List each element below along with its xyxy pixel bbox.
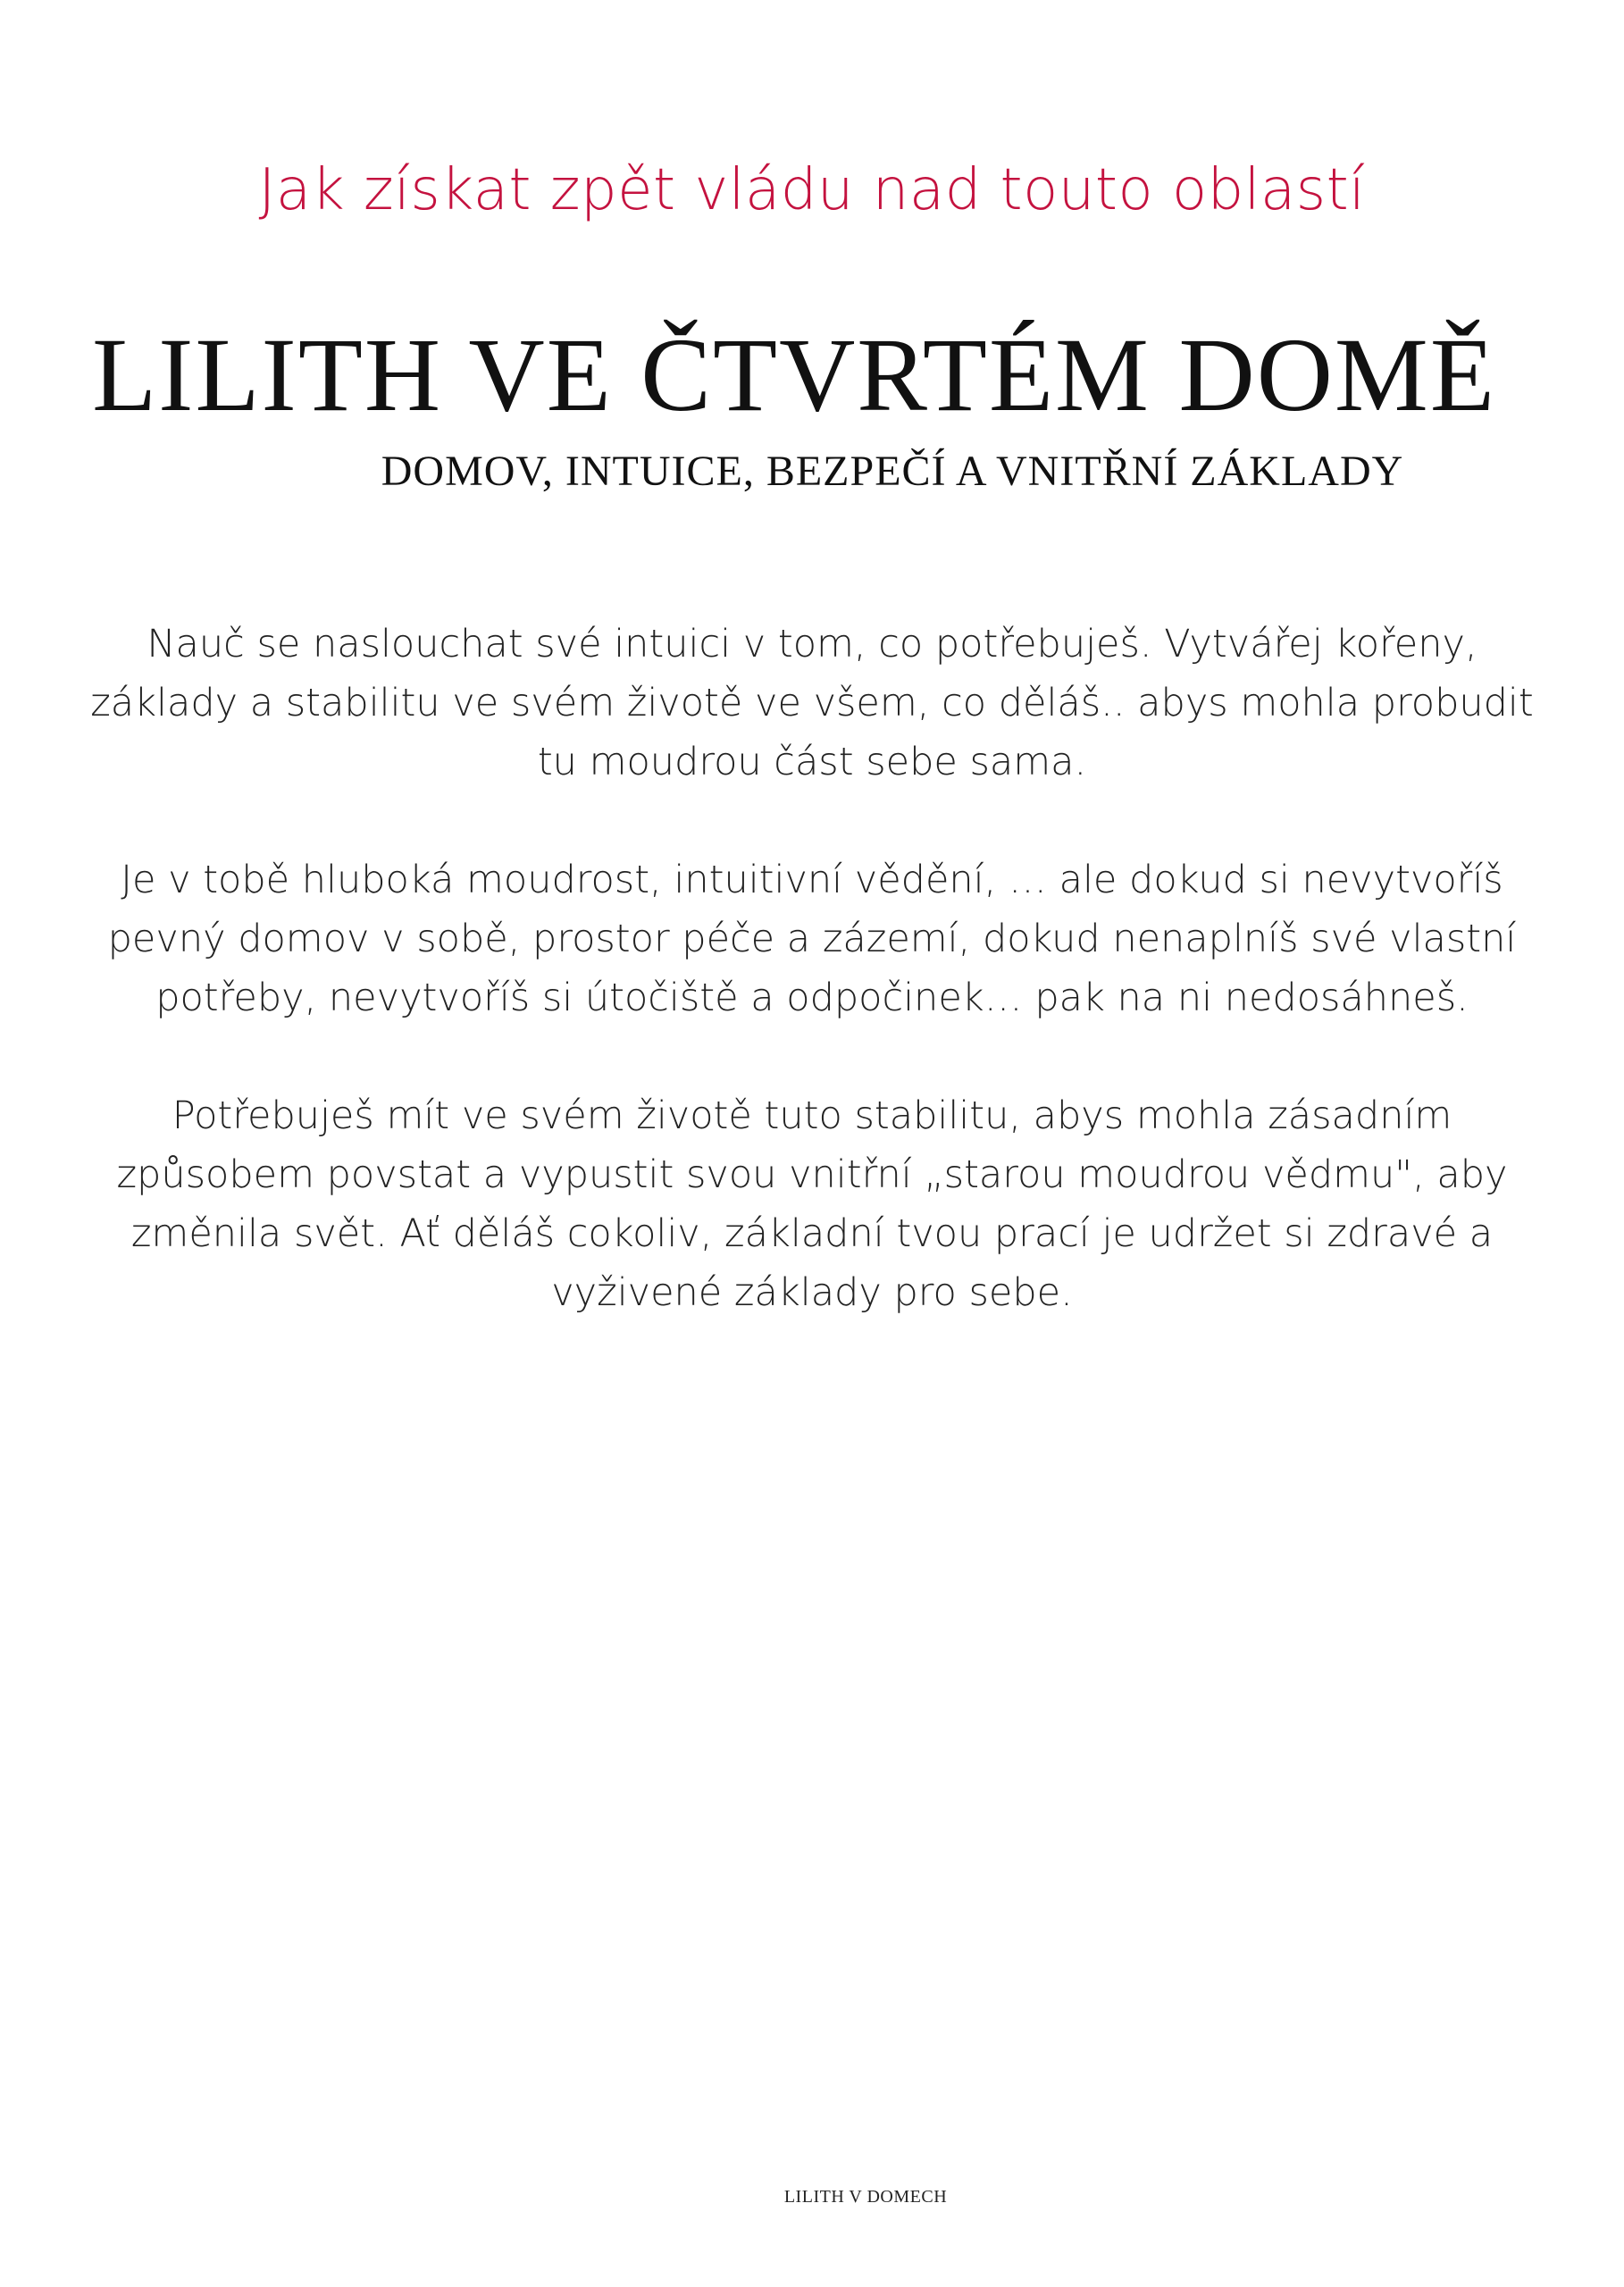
paragraph: Potřebuješ mít ve svém životě tuto stabilitu, abys mohla zásadním způsobem povstat a vypustit svou vnitřní „starou moudrou vědmu", aby změnila svět. Ať děláš cokoliv, základní tvou prací je udržet si zdravé a vyživené základy pro sebe. — [116, 1093, 1508, 1315]
page-subtitle: DOMOV, INTUICE, BEZPEČÍ A VNITŘNÍ ZÁKLADY — [381, 448, 1404, 495]
eyebrow-heading: Jak získat zpět vládu nad touto oblastí — [258, 157, 1366, 223]
paragraph: Je v tobě hluboká moudrost, intuitivní vědění, … ale dokud si nevytvoříš pevný domov v sobě, prostor péče a zázemí, dokud nenaplníš své vlastní potřeby, nevytvoříš si útočiště a odpočinek… pak na ni nedosáhneš. — [107, 858, 1517, 1020]
paragraph: Nauč se naslouchat své intuici v tom, co potřebuješ. Vytvářej kořeny, základy a stabilitu ve svém životě ve všem, co děláš.. abys mohla probudit tu moudrou část sebe sama. — [90, 622, 1534, 784]
body-text — [89, 615, 1535, 1322]
page-title: LILITH VE ČTVRTÉM DOMĚ — [92, 316, 1496, 433]
page-footer: LILITH V DOMECH — [783, 2187, 948, 2207]
